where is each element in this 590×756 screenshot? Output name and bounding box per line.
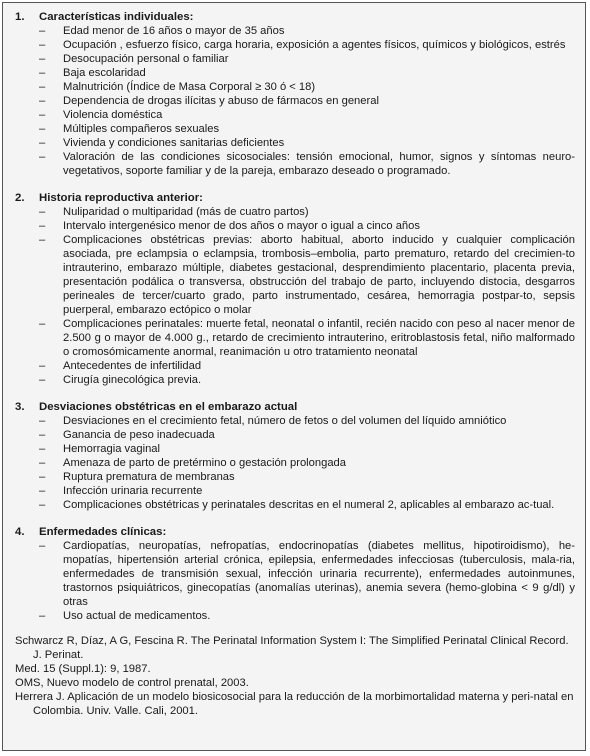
item-text: Complicaciones perinatales: muerte fetal, neonatal o infantil, recién nacido con peso al nacer menor de 2.500 g o mayor de 4.000 g., retardo de crecimiento intrauterino, eritroblastosis fetal, niño malformado o cromosómicamente anormal, reanimación u otro tratamiento neonatal (63, 318, 575, 358)
item-text: Dependencia de drogas ilícitas y abuso de fármacos en general (63, 95, 379, 107)
item-text: Complicaciones obstétricas y perinatales descritas en el numeral 2, aplicables al embarazo ac-tual. (63, 499, 555, 511)
dash-bullet: – (39, 540, 46, 552)
list-item (39, 24, 575, 38)
section-title-text: Enfermedades clínicas: (39, 526, 167, 538)
item-text: Nuliparidad o multiparidad (más de cuatro partos) (63, 206, 309, 218)
dash-bullet: – (39, 53, 46, 65)
list-item (39, 52, 575, 66)
list-item (39, 359, 575, 373)
item-text: Antecedentes de infertilidad (63, 360, 202, 372)
item-text: Desocupación personal o familiar (63, 53, 229, 65)
list-item (39, 317, 575, 359)
list-item (39, 498, 575, 512)
item-text: Complicaciones obstétricas previas: aborto habitual, aborto inducido y cualquier complicación asociada, pre eclampsia o eclampsia, trombosis–embolia, parto prematuro, retardo del crecimien-to intrauterino, embarazo múltiple, diabetes gestacional, desprendimiento placentario, placenta previa, presentación podálica o transversa, obstrucción del trabajo de parto, incluyendo distocia, desgarros perineales de tercer/cuarto grado, parto instrumentado, cesárea, hemorragia postpar-to, sepsis puerperal, embarazo ectópico o molar (63, 234, 575, 316)
list-item (39, 219, 575, 233)
reference-line: Med. 15 (Suppl.1): 9, 1987. (15, 663, 151, 675)
list-item (39, 150, 575, 178)
item-list (15, 539, 575, 623)
section-number: 2. (15, 192, 25, 204)
dash-bullet: – (39, 360, 46, 372)
item-text: Ocupación , esfuerzo físico, carga horaria, exposición a agentes físicos, químicos y biológicos, estrés (63, 39, 566, 51)
list-item (39, 456, 575, 470)
item-text: Malnutrición (Índice de Masa Corporal ≥ 30 ó < 18) (63, 81, 316, 93)
dash-bullet: – (39, 374, 46, 386)
dash-bullet: – (39, 415, 46, 427)
item-list (15, 205, 575, 387)
list-item (39, 233, 575, 317)
item-text: Valoración de las condiciones sicosociales: tensión emocional, humor, signos y síntomas neuro-vegetativos, soporte familiar y de la pareja, embarazo deseado o programado. (63, 151, 575, 177)
list-item (39, 609, 575, 623)
dash-bullet: – (39, 234, 46, 246)
section-number: 3. (15, 401, 25, 413)
reference-line: OMS, Nuevo modelo de control prenatal, 2003. (15, 677, 249, 689)
item-text: Edad menor de 16 años o mayor de 35 años (63, 25, 285, 37)
dash-bullet: – (39, 220, 46, 232)
section-title-text: Características individuales: (39, 11, 194, 23)
section-title-text: Historia reproductiva anterior: (39, 192, 203, 204)
item-text: Amenaza de parto de pretérmino o gestación prolongada (63, 457, 346, 469)
item-text: Ganancia de peso inadecuada (63, 429, 215, 441)
dash-bullet: – (39, 95, 46, 107)
item-text: Ruptura prematura de membranas (63, 471, 235, 483)
item-list (15, 414, 575, 512)
item-text: Hemorragia vaginal (63, 443, 161, 455)
section-title (15, 10, 575, 24)
section-2 (15, 191, 575, 387)
section-title (15, 400, 575, 414)
list-item (39, 428, 575, 442)
section-title (15, 191, 575, 205)
dash-bullet: – (39, 499, 46, 511)
dash-bullet: – (39, 25, 46, 37)
section-3 (15, 400, 575, 512)
dash-bullet: – (39, 206, 46, 218)
dash-bullet: – (39, 39, 46, 51)
item-text: Desviaciones en el crecimiento fetal, número de fetos o del volumen del líquido amniótico (63, 415, 507, 427)
content-inner (3, 3, 585, 718)
list-item (39, 66, 575, 80)
references (15, 634, 575, 718)
item-text: Cirugía ginecológica previa. (63, 374, 202, 386)
dash-bullet: – (39, 485, 46, 497)
item-text: Violencia doméstica (63, 109, 163, 121)
item-list (15, 24, 575, 178)
list-item (39, 442, 575, 456)
section-4 (15, 525, 575, 623)
item-text: Múltiples compañeros sexuales (63, 123, 220, 135)
list-item (39, 80, 575, 94)
dash-bullet: – (39, 443, 46, 455)
list-item (39, 122, 575, 136)
dash-bullet: – (39, 471, 46, 483)
item-text: Intervalo intergenésico menor de dos años o mayor o igual a cinco años (63, 220, 420, 232)
dash-bullet: – (39, 429, 46, 441)
dash-bullet: – (39, 109, 46, 121)
list-item (39, 205, 575, 219)
dash-bullet: – (39, 610, 46, 622)
list-item (39, 484, 575, 498)
list-item (39, 414, 575, 428)
section-number: 1. (15, 11, 25, 23)
section-1 (15, 10, 575, 178)
dash-bullet: – (39, 318, 46, 330)
list-item (39, 539, 575, 609)
dash-bullet: – (39, 67, 46, 79)
list-item (39, 136, 575, 150)
reference-line: Herrera J. Aplicación de un modelo biosicosocial para la reducción de la morbimortalidad materna y peri-natal en Colombia. Univ. Valle. Cali, 2001. (15, 691, 574, 717)
list-item (39, 108, 575, 122)
list-item (39, 470, 575, 484)
content-box (2, 2, 586, 751)
item-text: Infección urinaria recurrente (63, 485, 203, 497)
list-item (39, 373, 575, 387)
dash-bullet: – (39, 457, 46, 469)
dash-bullet: – (39, 137, 46, 149)
item-text: Uso actual de medicamentos. (63, 610, 211, 622)
item-text: Baja escolaridad (63, 67, 146, 79)
list-item (39, 94, 575, 108)
section-number: 4. (15, 526, 25, 538)
section-title (15, 525, 575, 539)
dash-bullet: – (39, 81, 46, 93)
dash-bullet: – (39, 123, 46, 135)
reference-line: Schwarcz R, Díaz, A G, Fescina R. The Perinatal Information System I: The Simplified Perinatal Clinical Record. J. Perinat. (15, 635, 569, 661)
list-item (39, 38, 575, 52)
item-text: Cardiopatías, neuropatías, nefropatías, endocrinopatías (diabetes mellitus, hipotiroidismo), he-mopatías, hipertensión arterial crónica, epilepsia, enfermedades infecciosas (tuberculosis, mala-ria, enfermedades de transmisión sexual, infección urinaria recurrente), enfermedades autoinmunes, trastornos psiquiátricos, ginecopatías (anomalías uterinas), anemia severa (hemo-globina < 9 g/dl) y otras (63, 540, 575, 608)
dash-bullet: – (39, 151, 46, 163)
section-title-text: Desviaciones obstétricas en el embarazo actual (39, 401, 298, 413)
item-text: Vivienda y condiciones sanitarias deficientes (63, 137, 285, 149)
